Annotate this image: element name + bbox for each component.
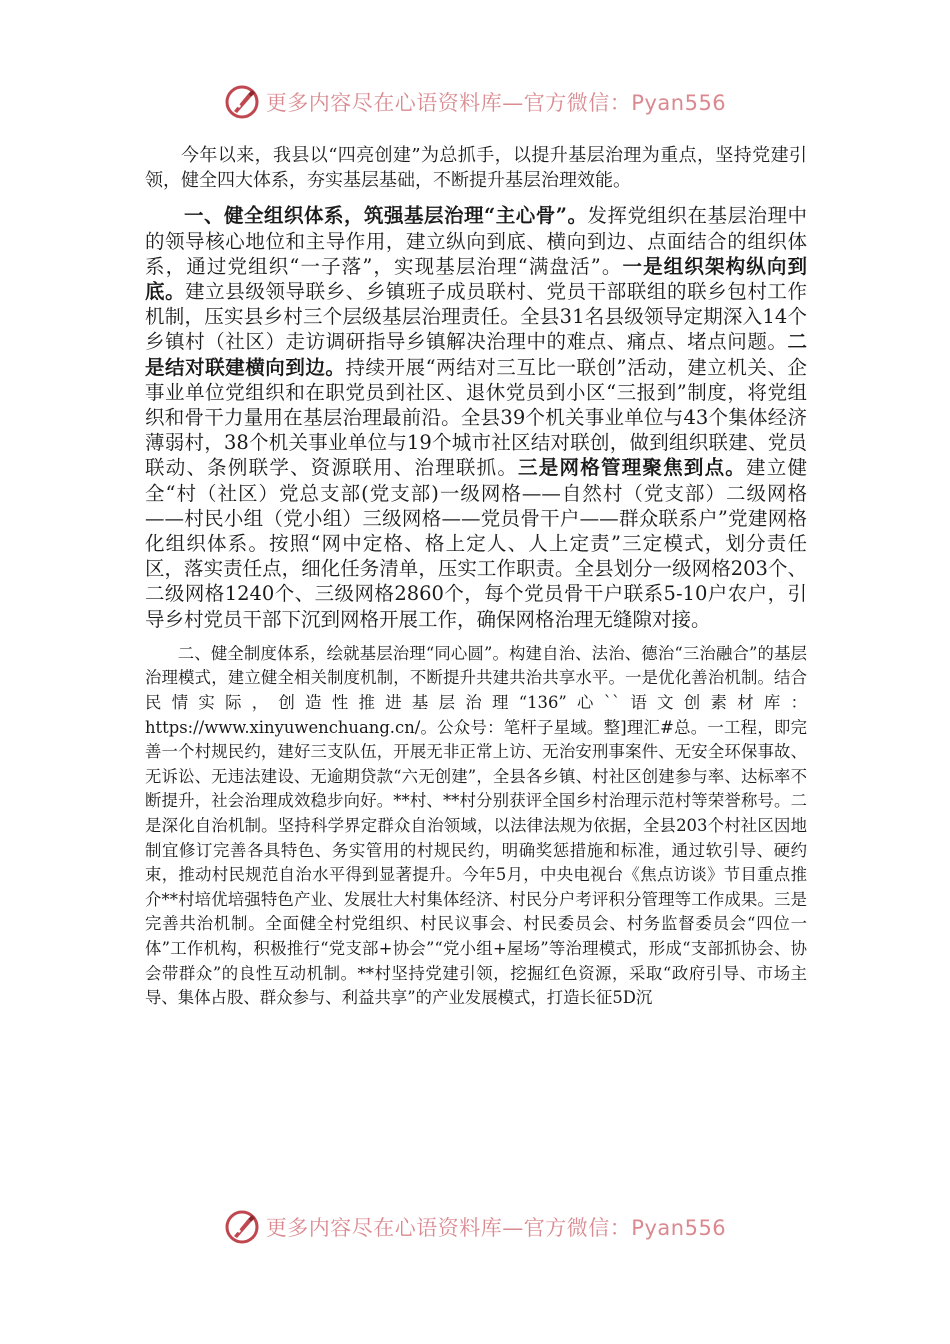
watermark-text: 更多内容尽在心语资料库—官方微信：Pyan556 — [265, 91, 727, 115]
document-body — [145, 143, 807, 1011]
subpoint-heading: 三是网格管理聚焦到点。 — [518, 456, 747, 480]
pen-nib-logo-icon — [224, 84, 260, 120]
watermark-text: 更多内容尽在心语资料库—官方微信：Pyan556 — [265, 1216, 727, 1240]
header-watermark-banner — [0, 84, 950, 120]
intro-paragraph: 今年以来，我县以“四亮创建”为总抓手，以提升基层治理为重点，坚持党建引领，健全四大体系，夯实基层基础，不断提升基层治理效能。 — [145, 145, 807, 192]
section-two-paragraph: 二、健全制度体系，绘就基层治理“同心圆”。构建自治、法治、德治“三治融合”的基层治理模式，建立健全相关制度机制，不断提升共建共治共享水平。一是优化善治机制。结合民情实际，创造性推进基层治理“136”心``语文创素材库：https://www.xinyuwenchuang.cn/。公众号：笔杆子星域。整]理汇#总。一工程，即完善一个村规民约，建好三支队伍，开展无非正常上访、无治安刑事案件、无安全环保事故、无诉讼、无违法建设、无逾期贷款“六无创建”，全县各乡镇、村社区创建参与率、达标率不断提升，社会治理成效稳步向好。**村、**村分别获评全国乡村治理示范村等荣誉称号。二是深化自治机制。坚持科学界定群众自治领域，以法律法规为依据，全县203个村社区因地制宜修订完善各具特色、务实管用的村规民约，明确奖惩措施和标准，通过软引导、硬约束，推动村民规范自治水平得到显著提升。今年5月，中央电视台《焦点访谈》节目重点推介**村培优培强特色产业、发展壮大村集体经济、村民分户考评积分管理等工作成果。三是完善共治机制。全面健全村党组织、村民议事会、村民委员会、村务监督委员会“四位一体”工作机构，积极推行“党支部+协会”“党小组+屋场”等治理模式，形成“支部抓协会、协会带群众”的良性互动机制。**村坚持党建引领，挖掘红色资源，采取“政府引导、市场主导、集体占股、群众参与、利益共享”的产业发展模式，打造长征5D沉 — [145, 643, 807, 1008]
section-one-heading: 一、健全组织体系，筑强基层治理“主心骨”。 — [184, 204, 588, 228]
section-one-paragraph: 一、健全组织体系，筑强基层治理“主心骨”。发挥党组织在基层治理中的领导核心地位和主导作用，建立纵向到底、横向到边、点面结合的组织体系，通过党组织“一子落”，实现基层治理“满盘活”。一是组织架构纵向到底。建立县级领导联乡、乡镇班子成员联村、党员干部联组的联乡包村工作机制，压实县乡村三个层级基层治理责任。全县31名县级领导定期深入14个乡镇村（社区）走访调研指导乡镇解决治理中的难点、痛点、堵点问题。二是结对联建横向到边。持续开展“两结对三互比一联创”活动，建立机关、企事业单位党组织和在职党员到社区、退休党员到小区“三报到”制度，将党组织和骨干力量用在基层治理最前沿。全县39个机关事业单位与43个集体经济薄弱村，38个机关事业单位与19个城市社区结对联创，做到组织联建、党员联动、条例联学、资源联用、治理联抓。三是网格管理聚焦到点。建立健全“村（社区）党总支部(党支部)一级网格——自然村（党支部）二级网格——村民小组（党小组）三级网格——党员骨干户——群众联系户”党建网格化组织体系。按照“网中定格、格上定人、人上定责”三定模式，划分责任区，落实责任点，细化任务清单，压实工作职责。全县划分一级网格203个、二级网格1240个、三级网格2860个，每个党员骨干户联系5-10户农户，引导乡村党员干部下沉到网格开展工作，确保网格治理无缝隙对接。 — [145, 204, 807, 631]
footer-watermark-banner — [0, 1209, 950, 1245]
subpoint-heading: 一是组织架构纵向到底。 — [145, 254, 807, 304]
pen-nib-logo-icon — [224, 1209, 260, 1245]
subpoint-heading: 二是结对联建横向到边。 — [145, 330, 807, 379]
